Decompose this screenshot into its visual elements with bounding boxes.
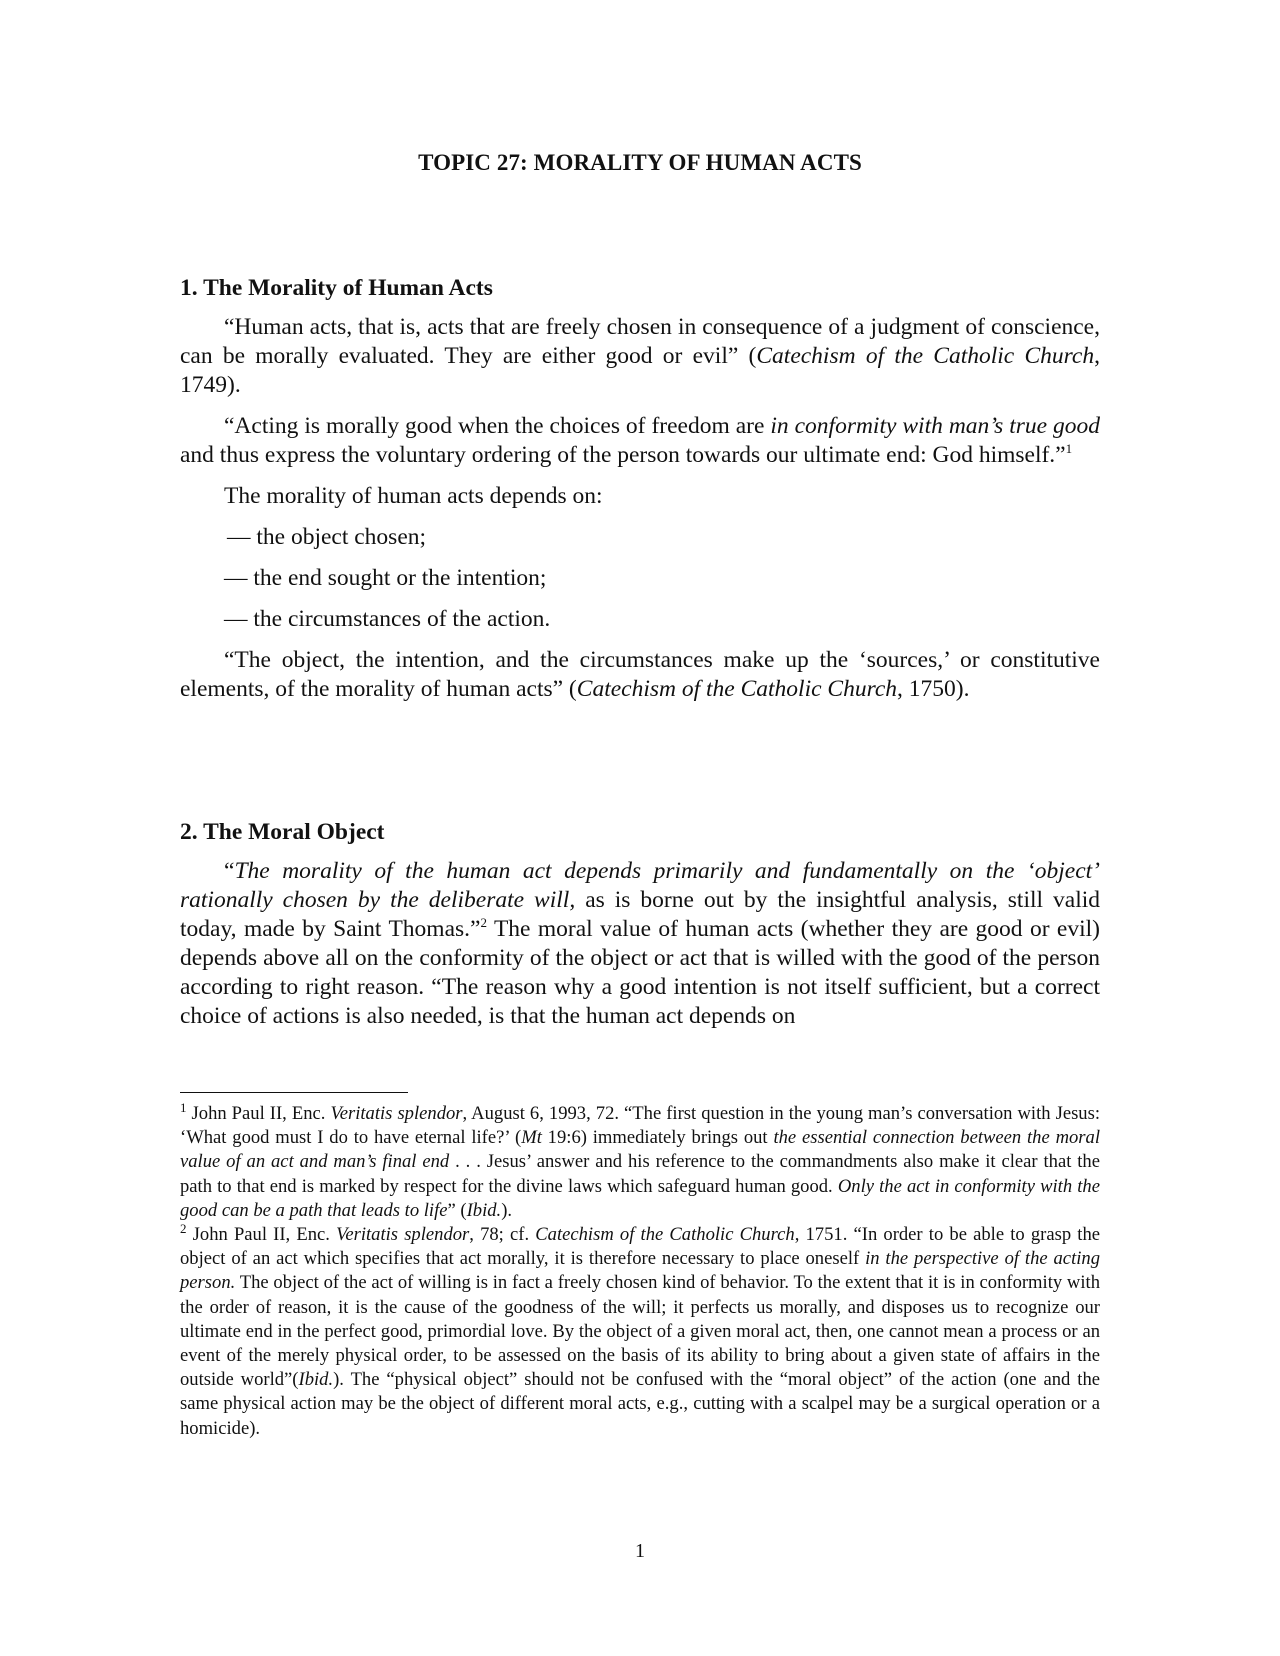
section-moral-object <box>180 818 1100 1031</box>
footnote: $^2$ John Paul II, Enc. Veritatis splendor, 78; cf. Catechism of the Catholic Church, 1751. “In order to be able to grasp the object of an act which specifies that act morally, it is therefore necessary to place oneself in the perspective of the acting person. The object of the act of willing is in fact a freely chosen kind of behavior. To the extent that it is in conformity with the order of reason, it is the cause of the goodness of the will; it perfects us morally, and disposes us to recognize our ultimate end in the perfect good, primordial love. By the object of a given moral act, then, one cannot mean a process or an event of the merely physical order, to be assessed on the basis of its ability to bring about a given state of affairs in the outside world”(Ibid.). The “physical object” should not be confused with the “moral object” of the action (one and the same physical action may be the object of different moral acts, e.g., cutting with a scalpel may be a surgical operation or a homicide). <box>180 1220 1101 1439</box>
footnote: $^1$ John Paul II, Enc. Veritatis splendor, August 6, 1993, 72. “The first question in the young man’s conversation with Jesus: ‘What good must I do to have eternal life?’ (Mt 19:6) immediately brings out the essential connection between the moral value of an act and man’s final end . . . Jesus’ answer and his reference to the commandments also make it clear that the path to that end is marked by respect for the divine laws which safeguard human good. Only the act in conformity with the good can be a path that leads to life” (Ibid.). <box>180 1099 1101 1221</box>
footnote-ref[interactable]: 1 <box>1065 441 1073 457</box>
page-title: TOPIC 27: MORALITY OF HUMAN ACTS <box>418 150 862 175</box>
footnote-divider <box>180 1092 408 1093</box>
footnote-number: 1 <box>180 1099 187 1115</box>
footnotes <box>180 1099 1101 1441</box>
section-morality-of-human-acts <box>180 274 1100 704</box>
footnote-ref[interactable]: 2 <box>480 915 487 931</box>
section-heading: 1. The Morality of Human Acts <box>180 275 493 301</box>
paragraph: The morality of human acts depends on: <box>224 483 603 509</box>
paragraph: “Acting is morally good when the choices of freedom are in conformity with man’s true good and thus express the voluntary ordering of the person towards our ultimate end: God himself.”$^1$ <box>180 413 1101 468</box>
list-item: — the end sought or the intention; <box>224 565 547 591</box>
paragraph: “The object, the intention, and the circumstances make up the ‘sources,’ or constitutive elements, of the morality of human acts” (Catechism of the Catholic Church, 1750). <box>180 647 1100 702</box>
list-item: — the circumstances of the action. <box>224 606 551 632</box>
paragraph: “Human acts, that is, acts that are freely chosen in consequence of a judgment of conscience, can be morally evaluated. They are either good or evil” (Catechism of the Catholic Church, 1749). <box>180 314 1100 398</box>
footnote-number: 2 <box>180 1220 187 1236</box>
paragraph: “The morality of the human act depends primarily and fundamentally on the ‘object’ rationally chosen by the deliberate will, as is borne out by the insightful analysis, still valid today, made by Saint Thomas.”$^2$ The moral value of human acts (whether they are good or evil) depends above all on the conformity of the object or act that is willed with the good of the person according to right reason. “The reason why a good intention is not itself sufficient, but a correct choice of actions is also needed, is that the human act depends on <box>180 858 1101 1029</box>
list-item: — the object chosen; <box>227 524 427 550</box>
section-heading: 2. The Moral Object <box>180 819 385 845</box>
page-number: 1 <box>635 1540 645 1562</box>
